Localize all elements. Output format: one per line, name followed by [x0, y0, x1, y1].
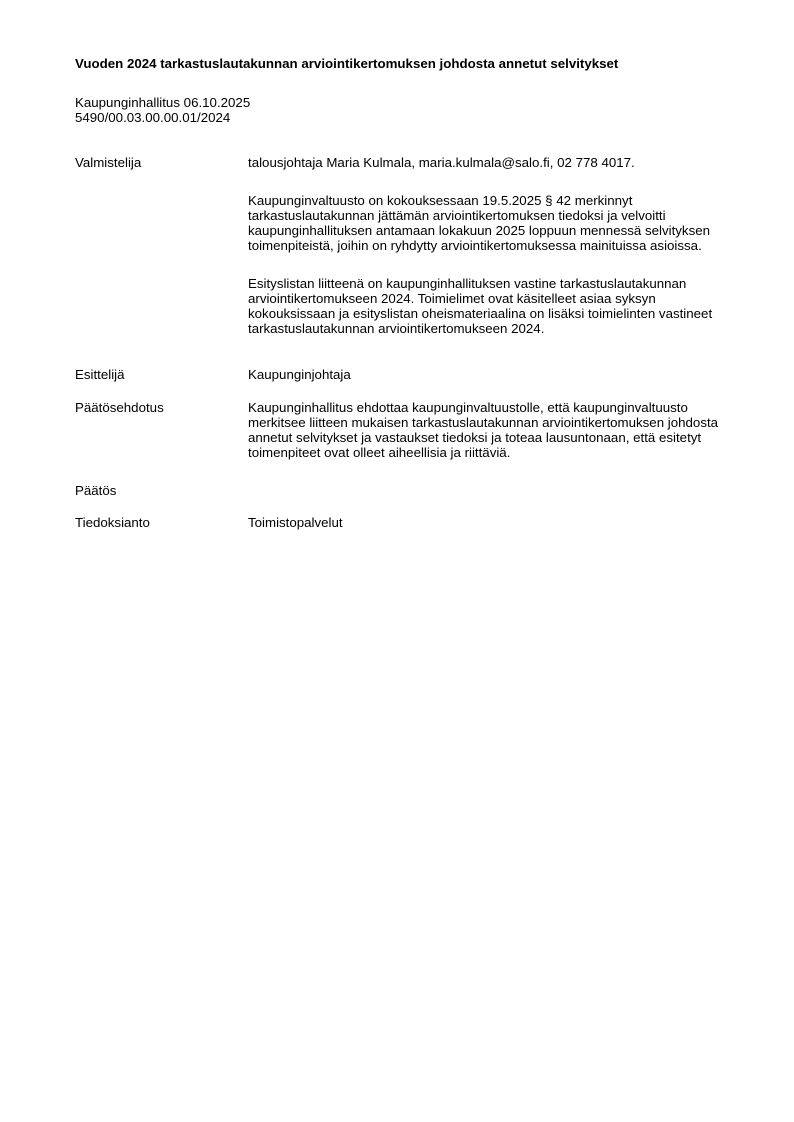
paragraph-council-decision: Kaupunginvaltuusto on kokouksessaan 19.5.2025 § 42 merkinnyt tarkastuslautakunnan jättämän arviointikertomuksen tiedoksi ja velvoitti kaupunginhallituksen antamaan lokakuun 2025 loppuun mennessä selvityksen toimenpiteistä, joihin on ryhdytty arviointikertomuksessa mainituissa asioissa. [248, 193, 711, 253]
section-label-valmistelija: Valmistelija [75, 155, 142, 170]
committee-date-line: Kaupunginhallitus 06.10.2025 [75, 95, 251, 110]
case-number: 5490/00.03.00.00.01/2024 [75, 110, 231, 125]
document-header [75, 95, 733, 125]
section-valmistelija [75, 155, 733, 336]
section-value-esittelija [248, 367, 733, 382]
paragraph-decision-proposal: Kaupunginhallitus ehdottaa kaupunginvaltuustolle, että kaupunginvaltuusto merkitsee liitteen mukaisen tarkastuslautakunnan arviointikertomuksen johdosta annetut selvitykset ja vastaukset tiedoksi ja toteaa lausuntonaan, että esitetyt toimenpiteet ovat olleet aiheellisia ja riittäviä. [248, 400, 719, 460]
section-value-paatosehdotus [248, 400, 733, 460]
section-value-valmistelija [248, 155, 733, 336]
paragraph-notification: Toimistopalvelut [248, 515, 343, 530]
section-paatos [75, 483, 733, 498]
section-label-tiedoksianto: Tiedoksianto [75, 515, 150, 530]
section-esittelija [75, 367, 733, 382]
section-tiedoksianto [75, 515, 733, 530]
section-paatosehdotus [75, 400, 733, 460]
section-label-esittelija: Esittelijä [75, 367, 125, 382]
page-title: Vuoden 2024 tarkastuslautakunnan arviointikertomuksen johdosta annetut selvitykset [75, 56, 619, 71]
paragraph-attachment-note: Esityslistan liitteenä on kaupunginhallituksen vastine tarkastuslautakunnan arviointikertomukseen 2024. Toimielimet ovat käsitelleet asiaa syksyn kokouksissaan ja esityslistan oheismateriaalina on lisäksi toimielinten vastineet tarkastuslautakunnan arviointikertomukseen 2024. [248, 276, 713, 336]
paragraph-presenter: Kaupunginjohtaja [248, 367, 351, 382]
section-label-paatosehdotus: Päätösehdotus [75, 400, 164, 415]
section-value-tiedoksianto [248, 515, 733, 530]
paragraph-preparer-contact: talousjohtaja Maria Kulmala, maria.kulmala@salo.fi, 02 778 4017. [248, 155, 635, 170]
section-label-paatos: Päätös [75, 483, 117, 498]
